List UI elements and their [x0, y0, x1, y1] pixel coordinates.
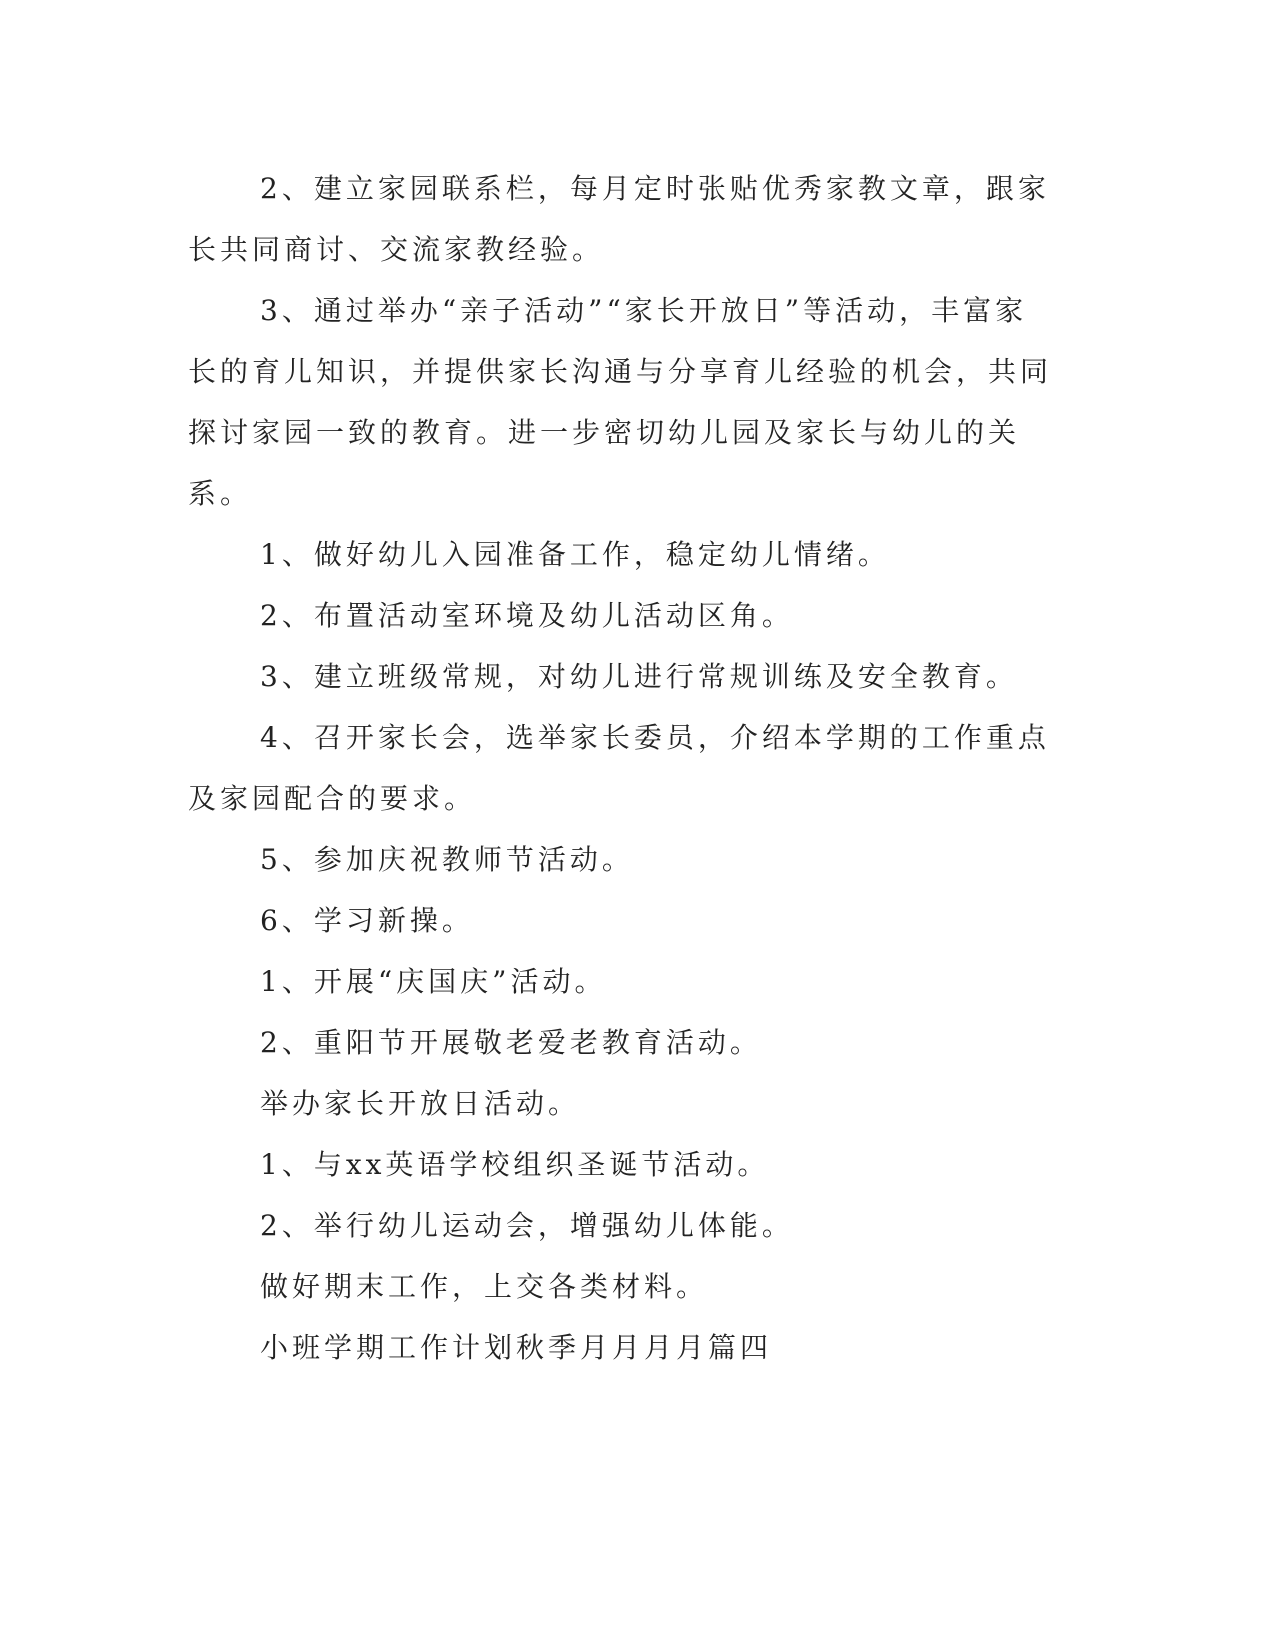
paragraph: 1、与xx英语学校组织圣诞节活动。 [260, 1148, 770, 1181]
paragraph: 1、做好幼儿入园准备工作，稳定幼儿情绪。 [260, 538, 890, 571]
paragraph: 3、通过举办“亲子活动”“家长开放日”等活动，丰富家长的育儿知识，并提供家长沟通与分享育儿经验的机会，共同探讨家园一致的教育。进一步密切幼儿园及家长与幼儿的关系。 [188, 294, 1053, 510]
paragraph: 4、召开家长会，选举家长委员，介绍本学期的工作重点及家园配合的要求。 [188, 721, 1050, 815]
paragraph: 2、布置活动室环境及幼儿活动区角。 [260, 599, 794, 632]
paragraph: 2、建立家园联系栏，每月定时张贴优秀家教文章，跟家长共同商讨、交流家教经验。 [188, 172, 1050, 266]
paragraph: 2、举行幼儿运动会，增强幼儿体能。 [260, 1209, 794, 1242]
section-heading: 小班学期工作计划秋季月月月月篇四 [260, 1331, 773, 1364]
paragraph: 3、建立班级常规，对幼儿进行常规训练及安全教育。 [260, 660, 1018, 693]
paragraph: 举办家长开放日活动。 [260, 1087, 581, 1120]
document-body [188, 158, 1088, 1378]
paragraph: 2、重阳节开展敬老爱老教育活动。 [260, 1026, 762, 1059]
paragraph: 5、参加庆祝教师节活动。 [260, 843, 634, 876]
paragraph: 6、学习新操。 [260, 904, 474, 937]
paragraph: 1、开展“庆国庆”活动。 [260, 965, 607, 998]
paragraph: 做好期末工作，上交各类材料。 [260, 1270, 709, 1303]
